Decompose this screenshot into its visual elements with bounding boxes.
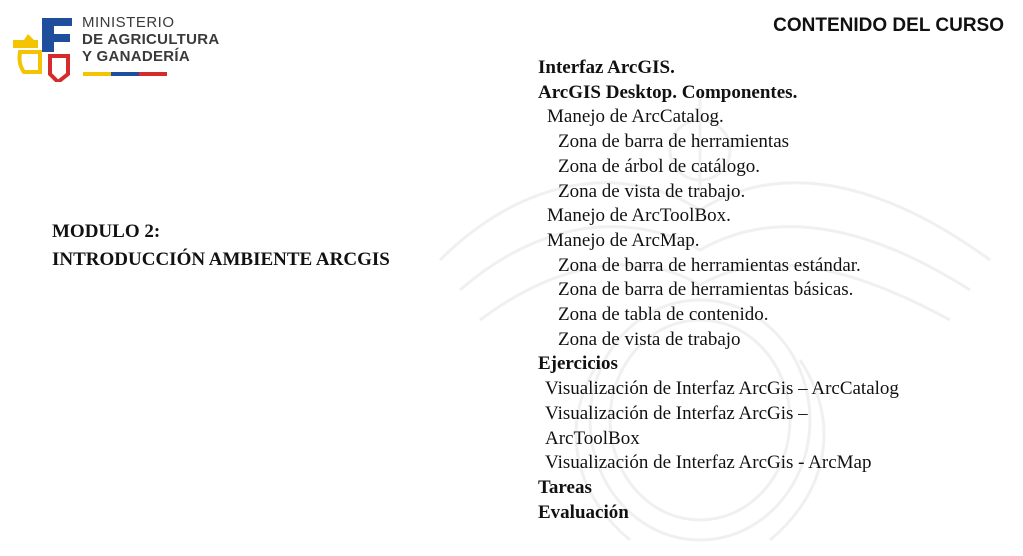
flag-red [139, 72, 167, 76]
list-item: Manejo de ArcMap. [547, 229, 700, 251]
list-item: Visualización de Interfaz ArcGis – [545, 402, 808, 424]
list-item: Zona de barra de herramientas básicas. [558, 279, 854, 301]
list-item: Zona de vista de trabajo [558, 328, 741, 350]
list-item: ArcToolBox [545, 427, 640, 449]
course-contents [538, 56, 1008, 525]
ministry-name [82, 14, 220, 65]
list-item: ArcGIS Desktop. Componentes. [538, 81, 798, 103]
list-item: Manejo de ArcToolBox. [547, 205, 731, 227]
flag-stripe [83, 72, 167, 76]
list-item: Evaluación [538, 501, 629, 523]
list-item: Visualización de Interfaz ArcGis – ArcCatalog [545, 378, 899, 400]
list-item: Ejercicios [538, 353, 618, 375]
list-item: Zona de barra de herramientas [558, 131, 790, 153]
flag-blue [111, 72, 139, 76]
list-item: Zona de tabla de contenido. [558, 304, 769, 326]
list-item: Zona de vista de trabajo. [558, 180, 746, 202]
list-item: Tareas [538, 476, 592, 498]
logo-line-2: DE AGRICULTURA [82, 31, 220, 48]
module-number: MODULO 2: [52, 221, 161, 242]
list-item: Zona de árbol de catálogo. [558, 155, 761, 177]
page-title: CONTENIDO DEL CURSO [773, 15, 1004, 36]
list-item: Manejo de ArcCatalog. [547, 106, 724, 128]
list-item: Visualización de Interfaz ArcGis - ArcMap [545, 452, 872, 474]
logo-line-3: Y GANADERÍA [82, 48, 191, 65]
module-title [52, 218, 390, 274]
logo-line-1: MINISTERIO [82, 14, 175, 31]
list-item: Zona de barra de herramientas estándar. [558, 254, 861, 276]
module-name: INTRODUCCIÓN AMBIENTE ARCGIS [52, 249, 390, 270]
list-item: Interfaz ArcGIS. [538, 57, 675, 78]
flag-yellow [83, 72, 111, 76]
